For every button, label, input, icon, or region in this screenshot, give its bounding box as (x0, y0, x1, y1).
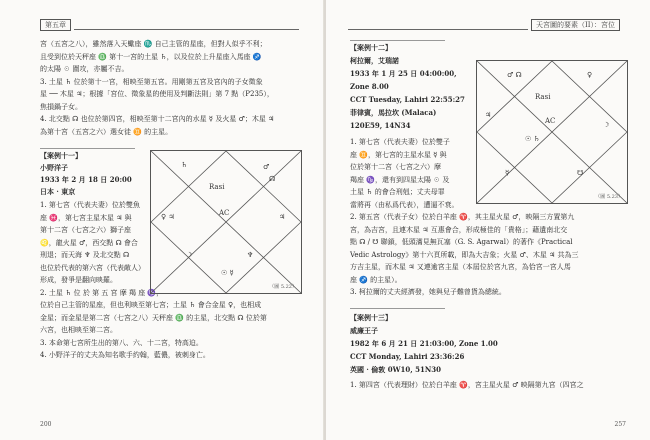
case-11-date: 1933 年 2 月 18 日 20:00 (40, 175, 132, 184)
node-glyph: ☊ (269, 175, 276, 183)
mars-glyph: ♂ ☊ (507, 71, 522, 79)
text-line: 且受到位於天秤座 ♎ 第十一宮的土星 ♄，以及位於上升星座入馬座 ♐ (40, 52, 262, 61)
case-11-place: 日本 · 東京 (40, 187, 76, 196)
case-13-title: 【案例十三】 (350, 313, 392, 322)
case-12-name: 柯拉爾，艾瑞諾 (350, 56, 399, 65)
case-rule (40, 148, 135, 149)
case-13-cct: CCT Monday, Lahiri 23:36:26 (350, 352, 465, 361)
text-line: 3. 柯拉爾的丈夫經濟發，她與兒子難曾貨為總統。 (350, 288, 506, 296)
text-line: 4. 北交點 ☊ 也位於第四宮，相映至第十二宮內的水星 ☿ 及火星 ♂；木星 ♃ (40, 115, 275, 123)
text-line: 方吉主星，而木星 ♃ 又連逾宮主星（本屆位於宮九宮，為恰宮一宮人馬 (350, 263, 571, 271)
case-rule (350, 308, 445, 309)
text-line: 點 ☊ / ☋ 聯鎖，低頭滿見無瓦塞（G. S. Agarwal）的著作《Practical (350, 238, 573, 246)
header-rule (74, 29, 299, 30)
case-rule (350, 40, 445, 41)
chart-lines (477, 61, 627, 203)
chapter-tag: 第五章 (40, 19, 71, 31)
sun-glyph: ☉ ♄ (525, 135, 540, 143)
text-line: 也位於代表的第六宮（代表敵人） (40, 263, 145, 272)
venus-glyph: ♀ (587, 71, 593, 79)
text-line: 當將再（由私爲代表），遭逼不衰。 (350, 200, 459, 209)
text-line: 金星；而金星是第二宮（七宮之八）天秤座 ♎ 的主星，北交點 ☊ 位於第 (40, 313, 267, 322)
case-11-name: 小野洋子 (40, 163, 68, 172)
moon-glyph: ☽ (603, 121, 610, 129)
header-rule (348, 29, 528, 30)
text-line: 3. 本命第七宮所生出的第八、六、十二宮，特高迫。 (40, 338, 203, 347)
case-13-body (350, 379, 626, 392)
case-12-coords: 120E59, 14N34 (350, 121, 411, 130)
jupiter-glyph: ♃ (485, 111, 492, 119)
text-line: 宮（五宮之八），雖然落入天蠍座 ♏ 自己主管的星座，但對人似乎不利； (40, 40, 267, 48)
saturn-glyph: ♄ (181, 161, 188, 169)
text-line: 六宮，也相映至第二宮。 (40, 326, 117, 334)
text-line: 1. 第七宮（代表夫妻）位於雙子 (350, 138, 450, 146)
right-header (531, 20, 620, 30)
figure-caption: （圖 5.23） (595, 194, 623, 200)
text-line: 第十二宮（七宮之六）獅子座 (40, 226, 131, 234)
astrology-chart-5-22 (150, 150, 302, 294)
ac-label: AC (545, 117, 556, 125)
text-line: 位於第十二宮（七宮之六）摩 (350, 163, 441, 171)
case-12-place: 菲律賓，馬拉坎 (Malaca) (350, 108, 437, 117)
ac-label: AC (219, 209, 230, 217)
text-line: 4. 小野洋子的丈夫為知名歌手約翰，藍儂，被刺身亡。 (40, 351, 210, 359)
left-header (40, 20, 71, 30)
text-line: 焦損鍋子女。 (40, 102, 82, 111)
jupiter-glyph: ♃ (279, 213, 286, 221)
case-11-title: 【案例十一】 (40, 151, 82, 160)
text-line: 座 ♐ 的主星）。 (350, 275, 402, 284)
text-line: 1. 第七宮（代表夫妻）位於雙魚 (40, 201, 140, 209)
text-line: 2. 土星 ♄ 位 於 第 五 宮 摩 羯 座 ♑， (40, 288, 164, 297)
case-13-place: 英國 · 倫敦 0W10, 51N30 (350, 365, 441, 374)
mars-glyph: ♂ (263, 163, 270, 171)
figure-caption: （圖 5.22） (269, 284, 297, 290)
text-line: 位於自己主管的星座，但也利映至第七宮；土星 ♄ 會合金星 ♀，也相成 (40, 301, 262, 309)
left-page (0, 0, 324, 440)
text-line: 座 ♊，第七宮的主星水星 ☿ 與 (350, 150, 447, 159)
text-line: 座 ♓，第七宮主星木星 ♃ 與 (40, 213, 132, 222)
text-line: 為第十宮（五宮之六）選女徒 ♊ 的主星。 (40, 127, 173, 136)
intro-paragraph (40, 38, 302, 138)
right-page (326, 0, 650, 440)
astrology-chart-5-23 (476, 60, 628, 204)
sun-glyph: ☉ ☿ (221, 269, 234, 277)
text-line: 土星 ♄ 的會合刑剋；丈夫母罪 (350, 188, 445, 196)
rasi-label: Rasi (535, 93, 551, 101)
case-12-title: 【案例十二】 (350, 43, 392, 52)
text-line: ♌，龍火星 ♂，西交點 ☊ 會合 (40, 238, 138, 247)
text-line: 的太陽 ☉ 圍攻，亦屬不吉。 (40, 65, 129, 73)
text-line: 1. 第四宮（代表理財）位於白羊座 ♈，宮主星火星 ♂ 映隔第九宮（四宮之 (350, 381, 584, 389)
mercury-glyph: ☿ (505, 169, 510, 177)
page-number-right: 257 (614, 421, 626, 428)
text-line: 3. 土星 ♄ 位於第十一宮，相映至第五宮。用剛第五宮及宮內的子女徵象 (40, 77, 263, 86)
neptune-glyph: ♆ (247, 251, 254, 259)
chapter-tag: 天宮圖的要素（II）：宮位 (531, 19, 620, 31)
case-12-date: 1933 年 1 月 25 日 04:00:00, (350, 69, 457, 78)
text-line: Vedic Astrology》第十六頁所載，即為大吉象；火星 ♂、木星 ♃ 共為三 (350, 250, 579, 259)
case-13-name: 威廉王子 (350, 326, 378, 335)
text-line: 星 ── 木星 ♃；根據「宮位、徵象星的使用及判斷法則」第 7 點（P235）， (40, 90, 274, 98)
case-12-zone: Zone 8.00 (350, 82, 389, 91)
case-13-date: 1982 年 6 月 21 日 21:03:00, Zone 1.00 (350, 339, 498, 348)
node-south-glyph: ☋ (577, 169, 584, 177)
text-line: 2. 第五宮（代表子女）位於白羊座 ♈，其主星火星 ♂，映隔三方置第九 (350, 213, 575, 221)
venus-glyph: ♀ ♃ (161, 213, 175, 221)
text-line: 宮，為吉宮，且連木星 ♃ 互惠會合，形成極佳的「貴格」；藉遺南北交 (350, 225, 568, 234)
page-number-left: 200 (40, 421, 52, 428)
text-line: 羯座 ♑，還有到四星太陽 ☉ 及 (350, 175, 450, 184)
text-line: 刑退；而天海 ♆ 及北交點 ☊ (40, 251, 130, 259)
case-12-cct: CCT Tuesday, Lahiri 22:55:27 (350, 95, 465, 104)
text-line: 形成，發爭是翻向映羅。 (40, 276, 117, 284)
moon-glyph: ☽ (186, 251, 193, 259)
rasi-label: Rasi (209, 183, 225, 191)
